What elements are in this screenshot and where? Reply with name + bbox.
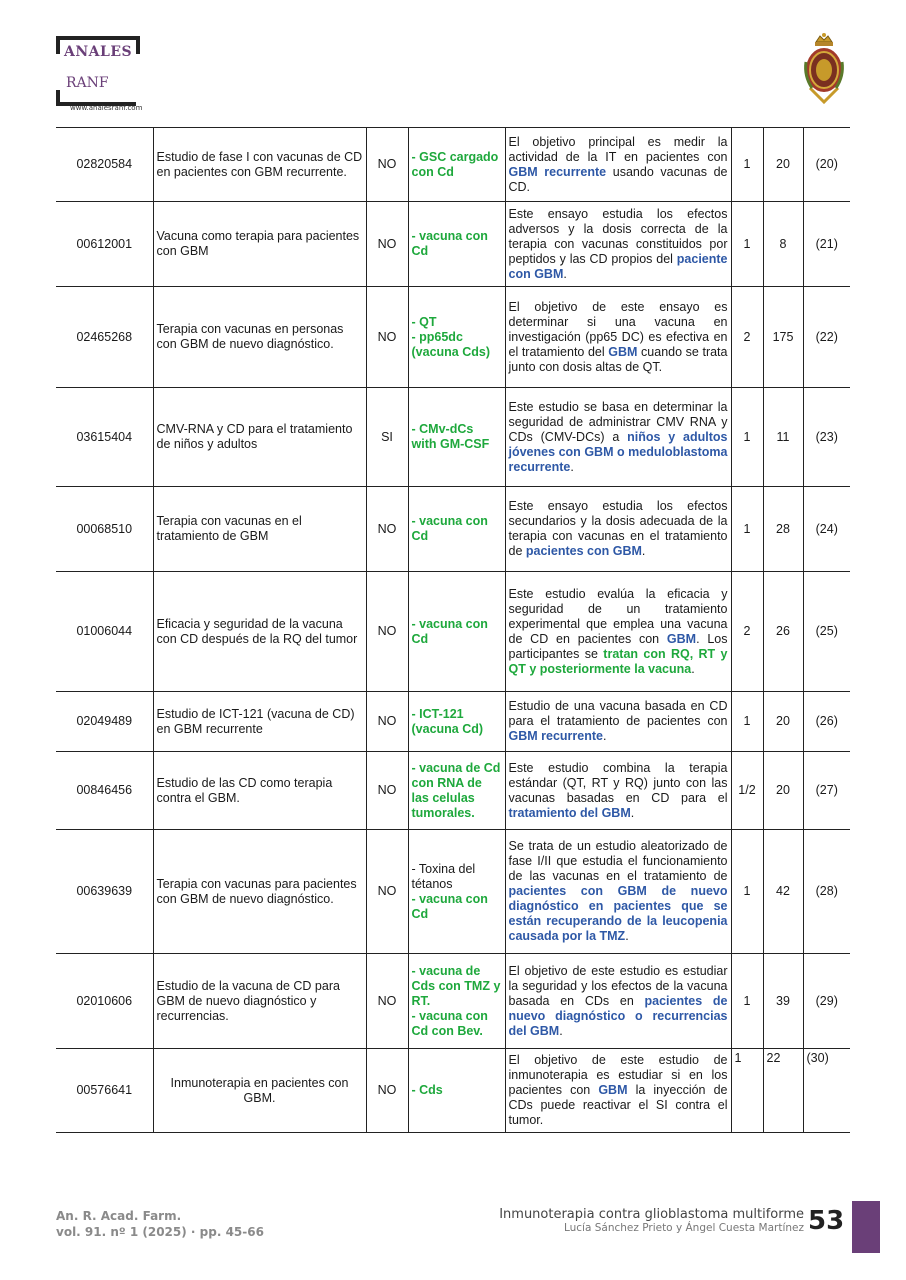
randomized-flag: NO	[366, 202, 408, 287]
objective-highlight: niños y adultos jóvenes con GBM o meduloblastoma recurrente	[508, 429, 728, 474]
reference: (21)	[803, 202, 850, 287]
objective-highlight: pacientes con GBM	[525, 544, 642, 558]
objective-text: cuando se trata junto con dosis altas de QT.	[508, 344, 728, 374]
trial-phase: 1	[731, 128, 763, 202]
study-objective	[505, 954, 731, 1049]
anales-ranf-logo	[56, 36, 186, 116]
intervention-line: - vacuna con Cd	[411, 616, 488, 646]
table-row	[56, 388, 850, 487]
journal-name: An. R. Acad. Farm.	[56, 1209, 182, 1223]
running-footer	[499, 1207, 804, 1234]
nct-id: 03615404	[56, 388, 153, 487]
study-title: Terapia con vacunas en personas con GBM de nuevo diagnóstico.	[153, 287, 366, 388]
objective-text: Este estudio combina la terapia estándar (QT, RT y RQ) junto con las vacunas basadas en CD para el	[508, 760, 728, 805]
study-title: CMV-RNA y CD para el tratamiento de niños y adultos	[153, 388, 366, 487]
study-objective	[505, 202, 731, 287]
objective-text: .	[691, 661, 695, 676]
participant-count: 8	[763, 202, 803, 287]
objective-highlight: tratan con RQ, RT y QT y posteriormente la vacuna	[508, 646, 728, 676]
intervention	[408, 572, 505, 692]
nct-id: 01006044	[56, 572, 153, 692]
reference: (24)	[803, 487, 850, 572]
objective-text: la inyección de CDs puede reactivar el SI contra el tumor.	[508, 1083, 728, 1127]
table-row	[56, 752, 850, 830]
intervention	[408, 830, 505, 954]
trial-phase: 1	[731, 954, 763, 1049]
trial-phase: 2	[731, 287, 763, 388]
reference: (30)	[803, 1049, 850, 1133]
nct-id: 00068510	[56, 487, 153, 572]
objective-text: Este ensayo estudia los efectos adversos y la dosis correcta de la terapia con vacunas constituidos por peptidos y las CD propios del	[508, 206, 728, 266]
objective-text: Este estudio se basa en determinar la seguridad de administrar CMV RNA y CDs (CMV-DCs) a	[508, 399, 728, 444]
reference: (20)	[803, 128, 850, 202]
academy-crest-icon	[802, 32, 846, 106]
intervention-line: - vacuna con Cd con Bev.	[411, 1008, 488, 1038]
trial-phase: 1	[731, 1049, 763, 1133]
page-number: 53	[808, 1206, 845, 1236]
intervention	[408, 128, 505, 202]
objective-text: El objetivo de este estudio es estudiar la seguridad y los efectos de la vacuna basada en CDs en	[508, 963, 728, 1008]
objective-text: Estudio de una vacuna basada en CD para el tratamiento de pacientes con	[508, 699, 728, 728]
intervention-line: - GSC cargado con Cd	[411, 149, 499, 179]
clinical-trials-table	[56, 127, 850, 1133]
nct-id: 02820584	[56, 128, 153, 202]
participant-count: 39	[763, 954, 803, 1049]
study-objective	[505, 128, 731, 202]
objective-text: .	[625, 929, 629, 943]
objective-text: .	[559, 1023, 563, 1038]
nct-id: 00639639	[56, 830, 153, 954]
study-objective	[505, 487, 731, 572]
participant-count: 26	[763, 572, 803, 692]
intervention	[408, 388, 505, 487]
table-row	[56, 572, 850, 692]
randomized-flag: NO	[366, 128, 408, 202]
reference: (22)	[803, 287, 850, 388]
randomized-flag: NO	[366, 287, 408, 388]
nct-id: 00612001	[56, 202, 153, 287]
objective-highlight: GBM	[608, 344, 638, 359]
intervention-line: - vacuna de Cds con TMZ y RT.	[411, 963, 501, 1008]
nct-id: 02465268	[56, 287, 153, 388]
objective-text: El objetivo principal es medir la actividad de la IT en pacientes con	[508, 134, 728, 164]
journal-citation	[56, 1208, 264, 1240]
participant-count: 20	[763, 128, 803, 202]
intervention	[408, 487, 505, 572]
randomized-flag: NO	[366, 830, 408, 954]
journal-volume: vol. 91. nº 1 (2025) · pp. 45-66	[56, 1225, 264, 1239]
participant-count: 20	[763, 752, 803, 830]
participant-count: 11	[763, 388, 803, 487]
article-title: Inmunoterapia contra glioblastoma multiforme	[499, 1207, 804, 1222]
table-row	[56, 830, 850, 954]
study-title: Eficacia y seguridad de la vacuna con CD después de la RQ del tumor	[153, 572, 366, 692]
objective-text: .	[602, 729, 607, 743]
objective-highlight: GBM	[598, 1083, 628, 1097]
trial-phase: 1/2	[731, 752, 763, 830]
objective-text: .	[563, 266, 567, 281]
reference: (25)	[803, 572, 850, 692]
study-objective	[505, 830, 731, 954]
study-title: Estudio de las CD como terapia contra el GBM.	[153, 752, 366, 830]
trial-phase: 1	[731, 388, 763, 487]
intervention	[408, 202, 505, 287]
intervention-line: - CMv-dCs with GM-CSF	[411, 422, 490, 451]
table-row	[56, 128, 850, 202]
randomized-flag: NO	[366, 752, 408, 830]
reference: (29)	[803, 954, 850, 1049]
intervention	[408, 692, 505, 752]
trial-phase: 2	[731, 572, 763, 692]
objective-text: usando vacunas de CD.	[508, 164, 728, 194]
randomized-flag: SI	[366, 388, 408, 487]
intervention-line: - vacuna de Cd con RNA de las celulas tumorales.	[411, 760, 501, 820]
logo-ranf-text: RANF	[66, 75, 109, 91]
objective-text: . Los participantes se	[508, 631, 728, 661]
study-objective	[505, 572, 731, 692]
table-row	[56, 487, 850, 572]
participant-count: 22	[763, 1049, 803, 1133]
study-objective	[505, 692, 731, 752]
participant-count: 42	[763, 830, 803, 954]
trial-phase: 1	[731, 202, 763, 287]
randomized-flag: NO	[366, 487, 408, 572]
trial-phase: 1	[731, 692, 763, 752]
table-row	[56, 1049, 850, 1133]
intervention-line: - ICT-121 (vacuna Cd)	[411, 706, 484, 736]
reference: (23)	[803, 388, 850, 487]
objective-text: El objetivo de este ensayo es determinar si una vacuna en investigación (pp65 DC) es efectiva en el tratamiento del	[508, 299, 728, 359]
objective-highlight: GBM	[666, 631, 697, 646]
nct-id: 02010606	[56, 954, 153, 1049]
objective-text: .	[630, 805, 635, 820]
trial-phase: 1	[731, 830, 763, 954]
objective-highlight: GBM recurrente	[508, 729, 603, 743]
study-title: Estudio de ICT-121 (vacuna de CD) en GBM recurrente	[153, 692, 366, 752]
study-title: Estudio de la vacuna de CD para GBM de nuevo diagnóstico y recurrencias.	[153, 954, 366, 1049]
objective-text: El objetivo de este estudio de inmunoterapia es estudiar si en los pacientes con	[508, 1053, 728, 1097]
trial-phase: 1	[731, 487, 763, 572]
table-row	[56, 954, 850, 1049]
study-objective	[505, 1049, 731, 1133]
objective-text: .	[570, 459, 574, 474]
objective-highlight: pacientes de nuevo diagnóstico o recurrencias del GBM	[508, 993, 728, 1038]
intervention	[408, 287, 505, 388]
intervention-line: - QT	[411, 314, 437, 329]
article-authors: Lucía Sánchez Prieto y Ángel Cuesta Martínez	[563, 1222, 804, 1234]
table-row	[56, 692, 850, 752]
journal-url[interactable]: www.analesranf.com	[70, 104, 143, 112]
nct-id: 00846456	[56, 752, 153, 830]
intervention	[408, 752, 505, 830]
study-objective	[505, 388, 731, 487]
study-title: Inmunoterapia en pacientes con GBM.	[153, 1049, 366, 1133]
intervention-line: - Toxina del tétanos	[411, 861, 476, 891]
objective-highlight: GBM recurrente	[508, 164, 607, 179]
intervention-line: - vacuna con Cd	[411, 229, 488, 258]
study-objective	[505, 752, 731, 830]
intervention	[408, 1049, 505, 1133]
table-row	[56, 287, 850, 388]
logo-anales-text: ANALES	[64, 44, 133, 60]
objective-text: Este estudio evalúa la eficacia y seguridad de un tratamiento experimental que emplea una vacuna de CD en pacientes con	[508, 586, 728, 646]
participant-count: 175	[763, 287, 803, 388]
participant-count: 28	[763, 487, 803, 572]
objective-text: Este ensayo estudia los efectos secundarios y la dosis adecuada de la terapia con vacunas en el tratamiento de	[508, 499, 728, 558]
randomized-flag: NO	[366, 692, 408, 752]
intervention-line: - vacuna con Cd	[411, 514, 488, 543]
study-title: Terapia con vacunas para pacientes con GBM de nuevo diagnóstico.	[153, 830, 366, 954]
intervention-line: - pp65dc (vacuna Cds)	[411, 329, 490, 359]
randomized-flag: NO	[366, 1049, 408, 1133]
objective-highlight: paciente con GBM	[508, 251, 728, 281]
study-title: Vacuna como terapia para pacientes con GBM	[153, 202, 366, 287]
study-objective	[505, 287, 731, 388]
objective-text: .	[641, 544, 646, 558]
reference: (26)	[803, 692, 850, 752]
intervention	[408, 954, 505, 1049]
intervention-line: - Cds	[411, 1083, 443, 1097]
study-title: Terapia con vacunas en el tratamiento de GBM	[153, 487, 366, 572]
nct-id: 02049489	[56, 692, 153, 752]
study-title: Estudio de fase I con vacunas de CD en pacientes con GBM recurrente.	[153, 128, 366, 202]
nct-id: 00576641	[56, 1049, 153, 1133]
intervention-line: - vacuna con Cd	[411, 891, 488, 921]
objective-highlight: pacientes con GBM de nuevo diagnóstico en pacientes que se están recuperando de la leucopenia causada por la TMZ	[508, 884, 728, 943]
randomized-flag: NO	[366, 572, 408, 692]
reference: (27)	[803, 752, 850, 830]
page-accent-bar	[852, 1201, 880, 1253]
reference: (28)	[803, 830, 850, 954]
participant-count: 20	[763, 692, 803, 752]
objective-text: Se trata de un estudio aleatorizado de fase I/II que estudia el funcionamiento de las vacunas en el tratamiento de	[508, 839, 728, 883]
table-row	[56, 202, 850, 287]
objective-highlight: tratamiento del GBM	[508, 805, 631, 820]
randomized-flag: NO	[366, 954, 408, 1049]
